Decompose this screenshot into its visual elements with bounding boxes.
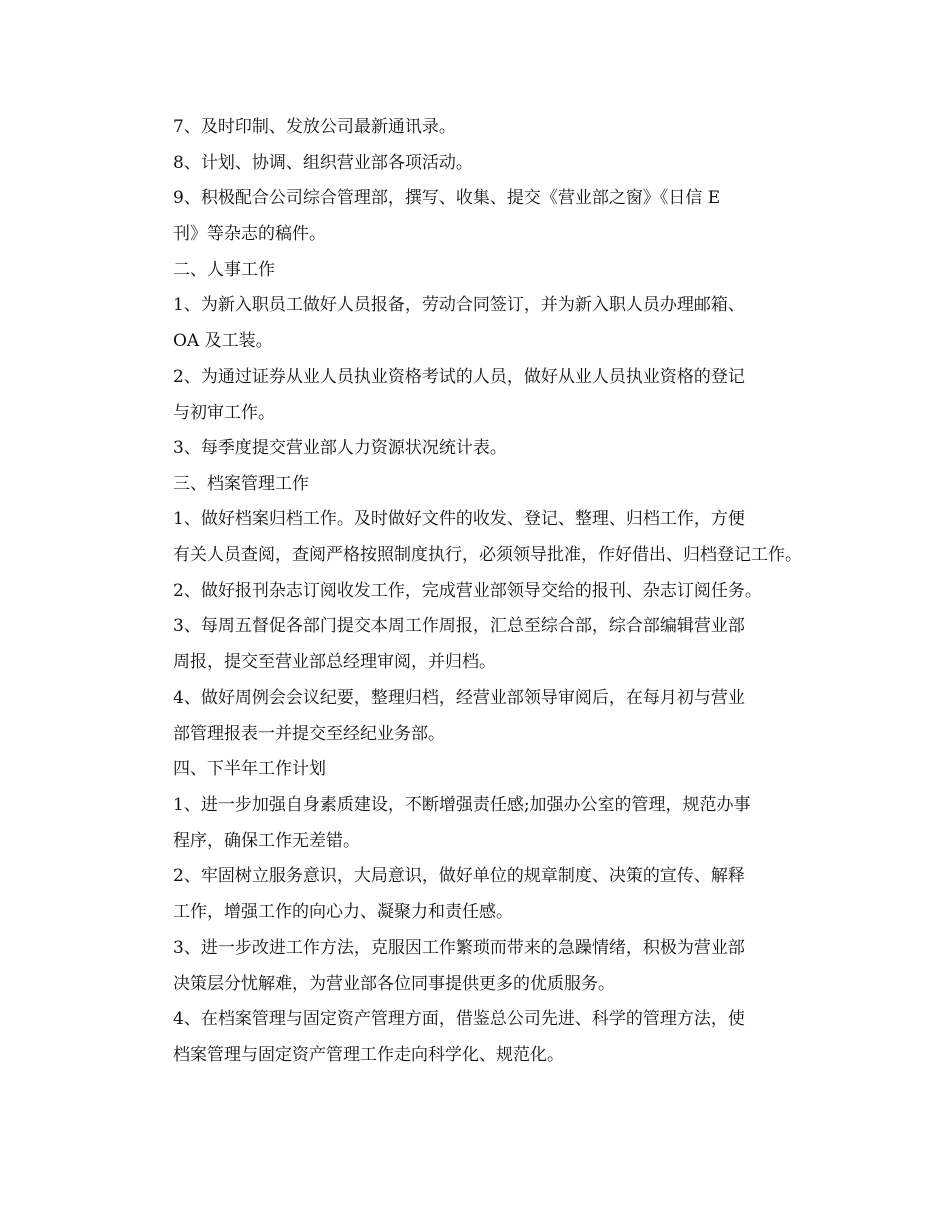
paragraph-line: 决策层分忧解难，为营业部各位同事提供更多的优质服务。 — [173, 973, 615, 994]
paragraph-line: 9、积极配合公司综合管理部，撰写、收集、提交《营业部之窗》《日信 E — [173, 188, 721, 208]
paragraph — [139, 757, 819, 781]
paragraph-line: 程序，确保工作无差错。 — [173, 830, 360, 851]
paragraph — [139, 115, 819, 139]
paragraph — [139, 501, 819, 573]
paragraph — [139, 787, 819, 859]
paragraph-line: 2、做好报刊杂志订阅收发工作，完成营业部领导交给的报刊、杂志订阅任务。 — [173, 580, 762, 601]
paragraph-line: 工作，增强工作的向心力、凝聚力和责任感。 — [173, 902, 513, 922]
paragraph-line: 四、下半年工作计划 — [173, 759, 326, 779]
paragraph-line: 与初审工作。 — [173, 402, 275, 423]
paragraph-line: 4、在档案管理与固定资产管理方面，借鉴总公司先进、科学的管理方法，使 — [173, 1009, 745, 1029]
paragraph-line: 8、计划、协调、组织营业部各项活动。 — [173, 152, 473, 173]
paragraph-line: 1、为新入职员工做好人员报备，劳动合同签订，并为新入职人员办理邮箱、 — [173, 295, 745, 315]
paragraph-line: OA 及工装。 — [173, 331, 273, 351]
paragraph-line: 二、人事工作 — [173, 259, 275, 280]
paragraph — [139, 359, 819, 431]
document-body — [139, 115, 819, 1079]
paragraph-line: 有关人员查阅，查阅严格按照制度执行，必须领导批准，作好借出、归档登记工作。 — [173, 545, 802, 565]
paragraph — [139, 151, 819, 175]
paragraph — [139, 436, 819, 460]
paragraph-line: 三、档案管理工作 — [173, 473, 309, 494]
paragraph — [139, 287, 819, 359]
paragraph — [139, 680, 819, 752]
paragraph-line: 3、每周五督促各部门提交本周工作周报，汇总至综合部，综合部编辑营业部 — [173, 616, 745, 636]
paragraph — [139, 1001, 819, 1073]
paragraph — [139, 180, 819, 252]
paragraph-line: 4、做好周例会会议纪要，整理归档，经营业部领导审阅后，在每月初与营业 — [173, 687, 745, 708]
paragraph — [139, 472, 819, 496]
paragraph — [139, 579, 819, 603]
paragraph-line: 2、牢固树立服务意识，大局意识，做好单位的规章制度、决策的宣传、解释 — [173, 866, 745, 886]
paragraph-line: 刊》等杂志的稿件。 — [173, 224, 326, 244]
paragraph-line: 1、做好档案归档工作。及时做好文件的收发、登记、整理、归档工作，方便 — [173, 509, 745, 529]
paragraph-line: 1、进一步加强自身素质建设，不断增强责任感;加强办公室的管理，规范办事 — [173, 794, 751, 815]
paragraph-line: 3、每季度提交营业部人力资源状况统计表。 — [173, 438, 507, 458]
paragraph — [139, 608, 819, 680]
paragraph-line: 7、及时印制、发放公司最新通讯录。 — [173, 117, 456, 137]
paragraph-line: 档案管理与固定资产管理工作走向科学化、规范化。 — [173, 1045, 564, 1065]
paragraph-line: 3、进一步改进工作方法，克服因工作繁琐而带来的急躁情绪，积极为营业部 — [173, 937, 745, 958]
paragraph — [139, 258, 819, 282]
paragraph-line: 2、为通过证券从业人员执业资格考试的人员，做好从业人员执业资格的登记 — [173, 366, 745, 387]
paragraph — [139, 858, 819, 930]
paragraph-line: 部管理报表一并提交至经纪业务部。 — [173, 723, 445, 744]
paragraph-line: 周报，提交至营业部总经理审阅，并归档。 — [173, 652, 496, 672]
paragraph — [139, 930, 819, 1002]
